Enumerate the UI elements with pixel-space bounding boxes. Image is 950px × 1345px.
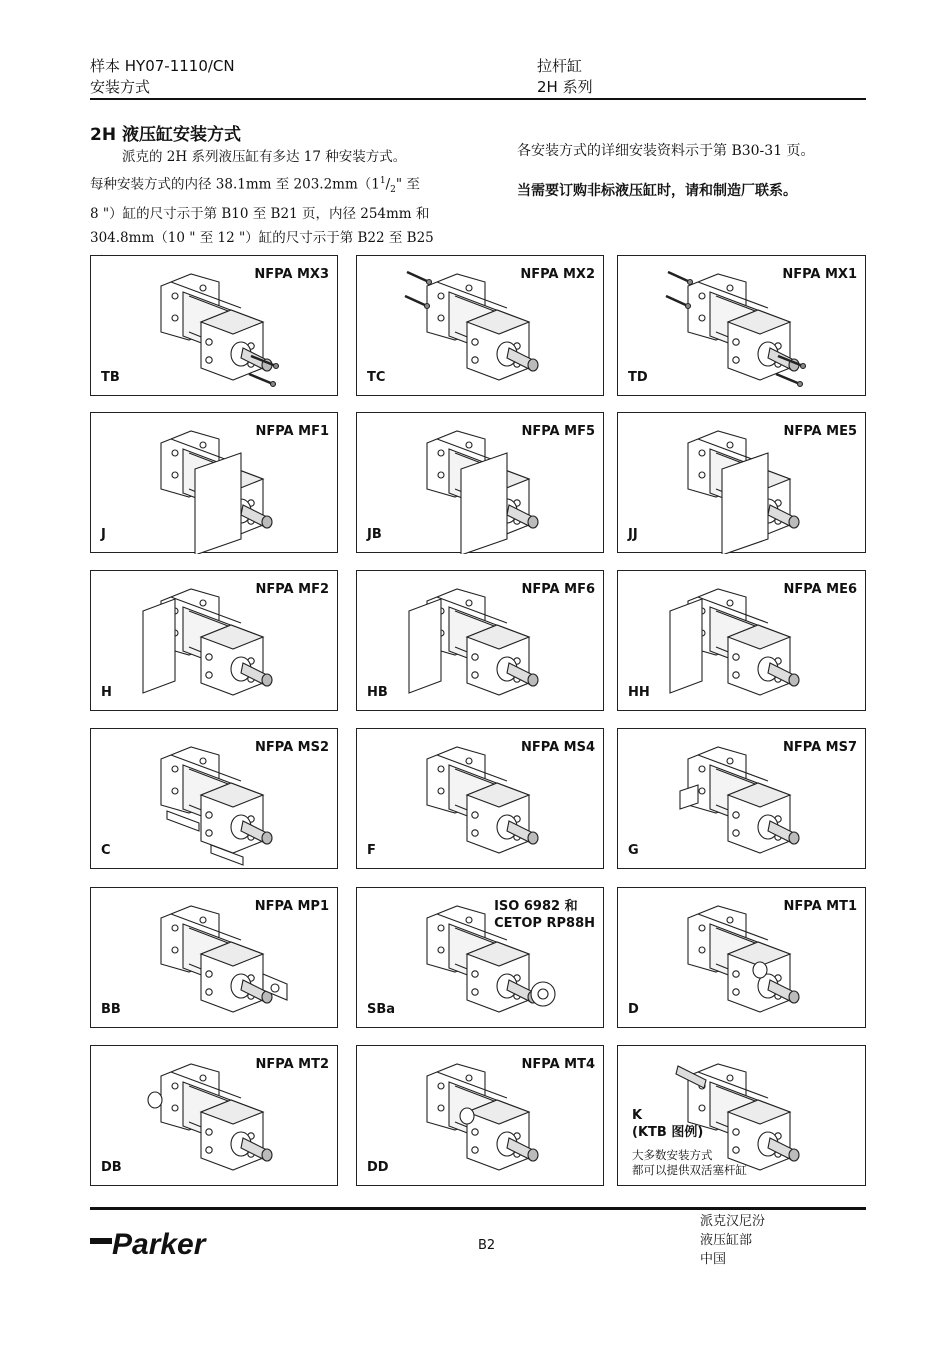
mount-cell [90,728,338,869]
cylinder-drawing [161,906,287,1012]
footer-company [700,1212,765,1269]
cylinder-drawing [405,272,538,380]
mount-cell [90,1045,338,1186]
intro-line-4: 304.8mm（10 " 至 12 "）缸的尺寸示于第 B22 至 B25 [90,230,434,247]
mount-cell [90,412,338,553]
mount-standard: NFPA ME6 [783,582,857,597]
cylinder-drawing [680,747,799,853]
mount-cell [90,570,338,711]
cylinder-drawing [161,274,279,387]
mount-standard: NFPA MF5 [521,424,595,439]
intro-frac-den: 2 [390,185,396,196]
logo-text: Parker [112,1228,206,1261]
footer-rule [90,1207,866,1210]
mount-code: TB [101,370,120,385]
mount-code: D [628,1002,639,1017]
mount-standard: ISO 6982 和 CETOP RP88H [494,899,595,931]
section-title: 2H 液压缸安装方式 [90,125,241,145]
footer-division: 液压缸部 [700,1233,753,1248]
mount-standard: NFPA MS2 [254,740,329,755]
mount-standard: NFPA MP1 [254,899,329,914]
mount-cell [617,728,866,869]
mount-cell [356,255,604,396]
mount-code: DD [367,1160,389,1175]
mount-standard: NFPA MX3 [254,267,329,282]
mount-code: TD [628,370,648,385]
intro-paragraph: 派克的 2H 系列液压缸有多达 17 种安装方式。 每种安装方式的内径 38.1mm 至 $203.2mm(1^1/_2$" 至 8 "）缸的尺寸示于第 B10 至 B21 页，内径 254mm 和 304.8mm（10 " 至 12 "）缸的尺寸示于第 B22 至 B25 [90,145,468,274]
mount-code: G [628,843,639,858]
cylinder-drawing [688,431,799,554]
mount-cell [90,255,338,396]
intro-line-2: 每种安装方式的内径 38.1mm 至 203.2mm（1 [90,176,380,193]
intro-line-1: 派克的 2H 系列液压缸有多达 17 种安装方式。 [122,149,407,165]
mount-code: BB [101,1002,121,1017]
mount-standard: NFPA MS7 [782,740,857,755]
header-rule [90,98,866,100]
mount-code: C [101,843,111,858]
cylinder-drawing [148,1064,272,1170]
mount-cell [617,412,866,553]
intro-line-3: 8 "）缸的尺寸示于第 B10 至 B21 页，内径 254mm 和 [90,206,430,223]
cylinder-drawing [161,747,272,865]
parker-logo [90,1221,208,1261]
mount-standard: NFPA MX1 [782,267,857,282]
double-rod-note-1: 大多数安装方式 [632,1148,713,1162]
cylinder-drawing [427,747,538,853]
cylinder-drawing [427,1064,538,1170]
mount-standard: NFPA MF6 [521,582,595,597]
mount-code: F [367,843,376,858]
mount-code: J [101,527,106,542]
cylinder-drawing [409,589,538,695]
intro-line-2b: " 至 [395,176,420,193]
mount-code: JB [367,527,382,542]
mount-standard: NFPA MF1 [255,424,329,439]
cylinder-drawing [666,272,806,387]
detail-reference-note: 各安装方式的详细安装资料示于第 B30-31 页。 [517,143,815,159]
footer-country: 中国 [700,1252,727,1267]
mount-code: SBa [367,1002,396,1017]
mount-cell [356,570,604,711]
mount-standard: NFPA MT2 [255,1057,329,1072]
mount-cell [90,887,338,1028]
mount-standard: NFPA MT1 [783,899,857,914]
mount-code: DB [101,1160,122,1175]
nonstandard-order-note: 当需要订购非标液压缸时，请和制造厂联系。 [517,183,797,199]
mount-cell [356,728,604,869]
mount-standard: NFPA ME5 [783,424,857,439]
cylinder-drawing [670,589,799,695]
header-product: 拉杆缸 [537,57,583,75]
mount-code-example: (KTB 图例) [632,1125,704,1140]
mount-code: HB [367,685,388,700]
mount-cell [617,255,866,396]
mount-code: TC [367,370,386,385]
mount-code: H [101,685,112,700]
cylinder-drawing [688,906,799,1012]
header-doc-code: 样本 HY07-1110/CN [90,57,235,75]
footer-company-name: 派克汉尼汾 [700,1214,766,1229]
cylinder-drawing [161,431,272,554]
intro-frac-num: 1 [379,176,386,186]
mount-standard: NFPA MS4 [520,740,595,755]
mount-cell [617,887,866,1028]
header-section: 安装方式 [90,78,151,96]
double-rod-note-2: 都可以提供双活塞杆缸 [632,1163,747,1177]
mount-code: JJ [628,527,638,542]
mount-standard: NFPA MT4 [521,1057,595,1072]
page-number: B2 [478,1238,496,1253]
mount-cell [617,1045,866,1186]
mount-code: HH [628,685,650,700]
header-series: 2H 系列 [537,78,593,96]
cylinder-drawing [143,589,272,695]
mount-cell [356,412,604,553]
mount-standard: NFPA MX2 [520,267,595,282]
mount-cell [356,887,604,1028]
mount-standard: NFPA MF2 [255,582,329,597]
mount-cell [356,1045,604,1186]
mount-code: K [632,1108,643,1123]
mount-cell [617,570,866,711]
cylinder-drawing [427,431,538,554]
